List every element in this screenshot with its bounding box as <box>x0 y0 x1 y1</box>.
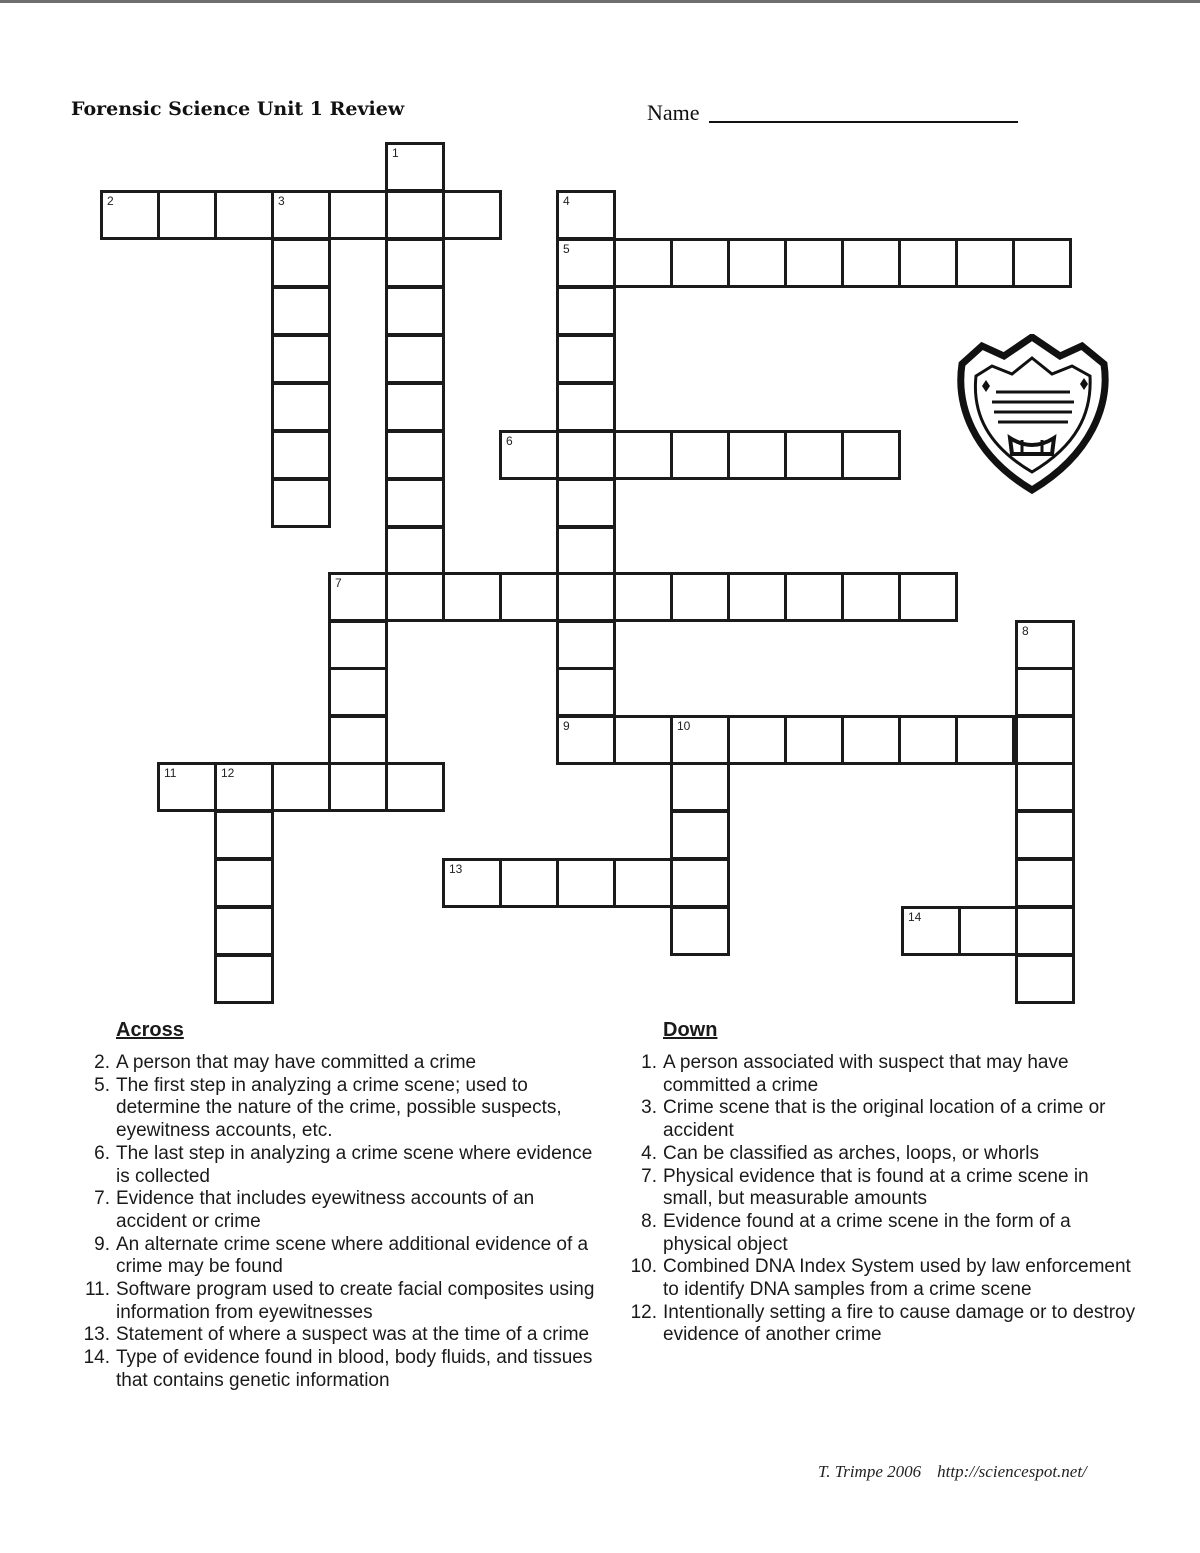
crossword-cell[interactable] <box>499 430 559 480</box>
crossword-cell[interactable] <box>784 238 844 288</box>
clue-item <box>641 1097 1143 1142</box>
clue-number: 7 <box>335 576 342 590</box>
crossword-cell[interactable] <box>499 858 559 908</box>
clue-item-number: 9. <box>94 1233 110 1255</box>
clue-item-text: Type of evidence found in blood, body fluids, and tissues that contains genetic information <box>116 1347 593 1391</box>
crossword-cell[interactable] <box>214 906 274 956</box>
clue-item <box>630 1301 1143 1347</box>
crossword-cell[interactable] <box>385 142 445 192</box>
crossword-cell[interactable] <box>157 762 217 812</box>
crossword-cell[interactable] <box>556 715 616 765</box>
clue-item-number: 1. <box>641 1052 657 1073</box>
police-badge-icon <box>952 334 1114 494</box>
crossword-cell[interactable] <box>898 715 958 765</box>
crossword-cell[interactable] <box>1015 810 1075 860</box>
clue-item <box>94 1052 596 1075</box>
crossword-cell[interactable] <box>670 906 730 956</box>
crossword-cell[interactable] <box>670 762 730 812</box>
crossword-cell[interactable] <box>556 572 616 622</box>
crossword-cell[interactable] <box>556 190 616 240</box>
crossword-cell[interactable] <box>271 430 331 480</box>
crossword-cell[interactable] <box>670 810 730 860</box>
crossword-cell[interactable] <box>385 382 445 432</box>
crossword-cell[interactable] <box>1012 238 1072 288</box>
clue-item-text: A person that may have committed a crime <box>116 1052 477 1073</box>
clue-item-text: Evidence that includes eyewitness accounts of an accident or crime <box>116 1188 535 1232</box>
clue-item-number: 7. <box>94 1188 110 1210</box>
across-heading: Across <box>116 1019 184 1041</box>
clue-item-text: Physical evidence that is found at a crime scene in small, but measurable amounts <box>663 1165 1089 1210</box>
crossword-cell[interactable] <box>442 572 502 622</box>
clue-item-text: Combined DNA Index System used by law enforcement to identify DNA samples from a crime scene <box>663 1256 1131 1301</box>
clue-item <box>94 1233 596 1279</box>
crossword-cell[interactable] <box>556 478 616 528</box>
clue-item <box>83 1347 596 1392</box>
crossword-cell[interactable] <box>613 572 673 622</box>
crossword-cell[interactable] <box>784 715 844 765</box>
clue-number: 12 <box>221 766 235 780</box>
clue-item <box>641 1165 1143 1211</box>
crossword-cell[interactable] <box>1015 620 1075 670</box>
clue-item-number: 11. <box>84 1279 110 1301</box>
clue-item-number: 12. <box>630 1301 657 1323</box>
clue-number: 2 <box>107 194 114 208</box>
crossword-cell[interactable] <box>556 334 616 384</box>
crossword-cell[interactable] <box>385 526 445 576</box>
clue-item-text: Software program used to create facial composites using information from eyewitnesses <box>116 1279 595 1323</box>
crossword-cell[interactable] <box>958 906 1018 956</box>
clue-number: 14 <box>908 910 922 924</box>
crossword-cell[interactable] <box>556 430 616 480</box>
clue-item-number: 4. <box>641 1142 657 1164</box>
worksheet-title: Forensic Science Unit 1 Review <box>71 98 405 120</box>
crossword-cell[interactable] <box>556 526 616 576</box>
crossword-cell[interactable] <box>442 190 502 240</box>
crossword-cell[interactable] <box>1015 906 1075 956</box>
crossword-cell[interactable] <box>385 430 445 480</box>
clue-item <box>84 1279 596 1324</box>
clue-item-number: 6. <box>94 1142 110 1164</box>
crossword-cell[interactable] <box>841 715 901 765</box>
clue-item <box>94 1188 596 1233</box>
clue-item <box>641 1210 1143 1256</box>
crossword-cell[interactable] <box>841 572 901 622</box>
crossword-cell[interactable] <box>670 572 730 622</box>
clue-item <box>630 1256 1143 1301</box>
down-clues <box>630 1018 1143 1347</box>
crossword-cell[interactable] <box>1015 858 1075 908</box>
crossword-cell[interactable] <box>214 858 274 908</box>
crossword-cell[interactable] <box>1015 667 1075 717</box>
clue-number: 5 <box>563 242 570 256</box>
crossword-cell[interactable] <box>784 572 844 622</box>
clue-number: 10 <box>677 719 691 733</box>
crossword-cell[interactable] <box>955 715 1015 765</box>
crossword-cell[interactable] <box>442 858 502 908</box>
crossword-cell[interactable] <box>727 572 787 622</box>
crossword-cell[interactable] <box>841 238 901 288</box>
crossword-cell[interactable] <box>385 190 445 240</box>
across-clues <box>83 1018 596 1393</box>
crossword-cell[interactable] <box>385 572 445 622</box>
source-url[interactable]: http://sciencespot.net/ <box>937 1462 1087 1481</box>
crossword-cell[interactable] <box>328 190 388 240</box>
clue-item-number: 7. <box>641 1165 657 1187</box>
crossword-cell[interactable] <box>727 238 787 288</box>
clue-item-text: An alternate crime scene where additional evidence of a crime may be found <box>116 1233 589 1278</box>
crossword-cell[interactable] <box>613 430 673 480</box>
crossword-cell[interactable] <box>328 762 388 812</box>
crossword-cell[interactable] <box>100 190 160 240</box>
crossword-cell[interactable] <box>556 286 616 336</box>
crossword-cell[interactable] <box>271 762 331 812</box>
clue-item-text: Can be classified as arches, loops, or whorls <box>663 1142 1039 1164</box>
crossword-cell[interactable] <box>955 238 1015 288</box>
crossword-cell[interactable] <box>898 238 958 288</box>
clue-number: 13 <box>449 862 463 876</box>
crossword-cell[interactable] <box>385 478 445 528</box>
footer-credit <box>818 1462 1087 1482</box>
clue-item-number: 13. <box>83 1324 110 1346</box>
crossword-cell[interactable] <box>727 715 787 765</box>
crossword-cell[interactable] <box>271 334 331 384</box>
crossword-cell[interactable] <box>556 667 616 717</box>
clue-item-text: Statement of where a suspect was at the time of a crime <box>116 1324 590 1346</box>
clue-item-number: 10. <box>630 1256 657 1278</box>
author-credit: T. Trimpe 2006 <box>818 1462 922 1481</box>
crossword-cell[interactable] <box>1015 954 1075 1004</box>
crossword-cell[interactable] <box>670 715 730 765</box>
crossword-cell[interactable] <box>214 190 274 240</box>
crossword-cell[interactable] <box>157 190 217 240</box>
down-heading: Down <box>663 1019 718 1041</box>
crossword-cell[interactable] <box>841 430 901 480</box>
crossword-cell[interactable] <box>385 286 445 336</box>
crossword-cell[interactable] <box>271 190 331 240</box>
clue-item-number: 8. <box>641 1210 657 1232</box>
clue-item-text: Intentionally setting a fire to cause damage or to destroy evidence of another crime <box>663 1301 1136 1346</box>
crossword-cell[interactable] <box>385 334 445 384</box>
clue-number: 4 <box>563 194 570 208</box>
clue-number: 8 <box>1022 624 1029 638</box>
crossword-cell[interactable] <box>670 238 730 288</box>
clue-item <box>641 1052 1143 1097</box>
clue-number: 1 <box>392 146 399 160</box>
crossword-cell[interactable] <box>1015 762 1075 812</box>
clue-item-text: A person associated with suspect that may have committed a crime <box>663 1052 1069 1096</box>
clue-item-number: 3. <box>641 1097 657 1119</box>
crossword-cell[interactable] <box>898 572 958 622</box>
clue-item-text: The last step in analyzing a crime scene where evidence is collected <box>116 1142 593 1187</box>
clue-item-text: Crime scene that is the original location of a crime or accident <box>663 1097 1106 1142</box>
crossword-cell[interactable] <box>613 238 673 288</box>
clue-item <box>94 1074 596 1143</box>
crossword-cell[interactable] <box>328 572 388 622</box>
clue-number: 9 <box>563 719 570 733</box>
clue-item-text: The first step in analyzing a crime scene; used to determine the nature of the crime, possible suspects, eyewitness accounts, etc. <box>116 1074 562 1142</box>
clue-item <box>641 1142 1143 1166</box>
clue-item-number: 14. <box>83 1347 110 1369</box>
crossword-cell[interactable] <box>556 238 616 288</box>
crossword-cell[interactable] <box>271 382 331 432</box>
clue-item <box>83 1324 596 1347</box>
crossword-cell[interactable] <box>271 286 331 336</box>
crossword-cell[interactable] <box>556 858 616 908</box>
crossword-cell[interactable] <box>271 238 331 288</box>
crossword-cell[interactable] <box>670 430 730 480</box>
crossword-cell[interactable] <box>556 620 616 670</box>
crossword-cell[interactable] <box>499 572 559 622</box>
crossword-cell[interactable] <box>271 478 331 528</box>
crossword-cell[interactable] <box>727 430 787 480</box>
crossword-cell[interactable] <box>214 810 274 860</box>
crossword-cell[interactable] <box>328 667 388 717</box>
crossword-cell[interactable] <box>670 858 730 908</box>
clue-number: 6 <box>506 434 513 448</box>
crossword-cell[interactable] <box>901 906 961 956</box>
crossword-cell[interactable] <box>613 858 673 908</box>
clue-item <box>94 1142 596 1188</box>
clue-item-number: 5. <box>94 1074 110 1096</box>
crossword-cell[interactable] <box>385 762 445 812</box>
clue-item-number: 2. <box>94 1052 110 1073</box>
crossword-cell[interactable] <box>385 238 445 288</box>
name-label: Name <box>647 100 700 125</box>
clue-item-text: Evidence found at a crime scene in the form of a physical object <box>663 1210 1071 1255</box>
crossword-cell[interactable] <box>1015 715 1075 765</box>
crossword-cell[interactable] <box>556 382 616 432</box>
crossword-cell[interactable] <box>613 715 673 765</box>
crossword-cell[interactable] <box>328 620 388 670</box>
crossword-cell[interactable] <box>328 715 388 765</box>
crossword-cell[interactable] <box>784 430 844 480</box>
clue-number: 11 <box>164 766 177 780</box>
crossword-cell[interactable] <box>214 954 274 1004</box>
clue-number: 3 <box>278 194 285 208</box>
crossword-cell[interactable] <box>214 762 274 812</box>
